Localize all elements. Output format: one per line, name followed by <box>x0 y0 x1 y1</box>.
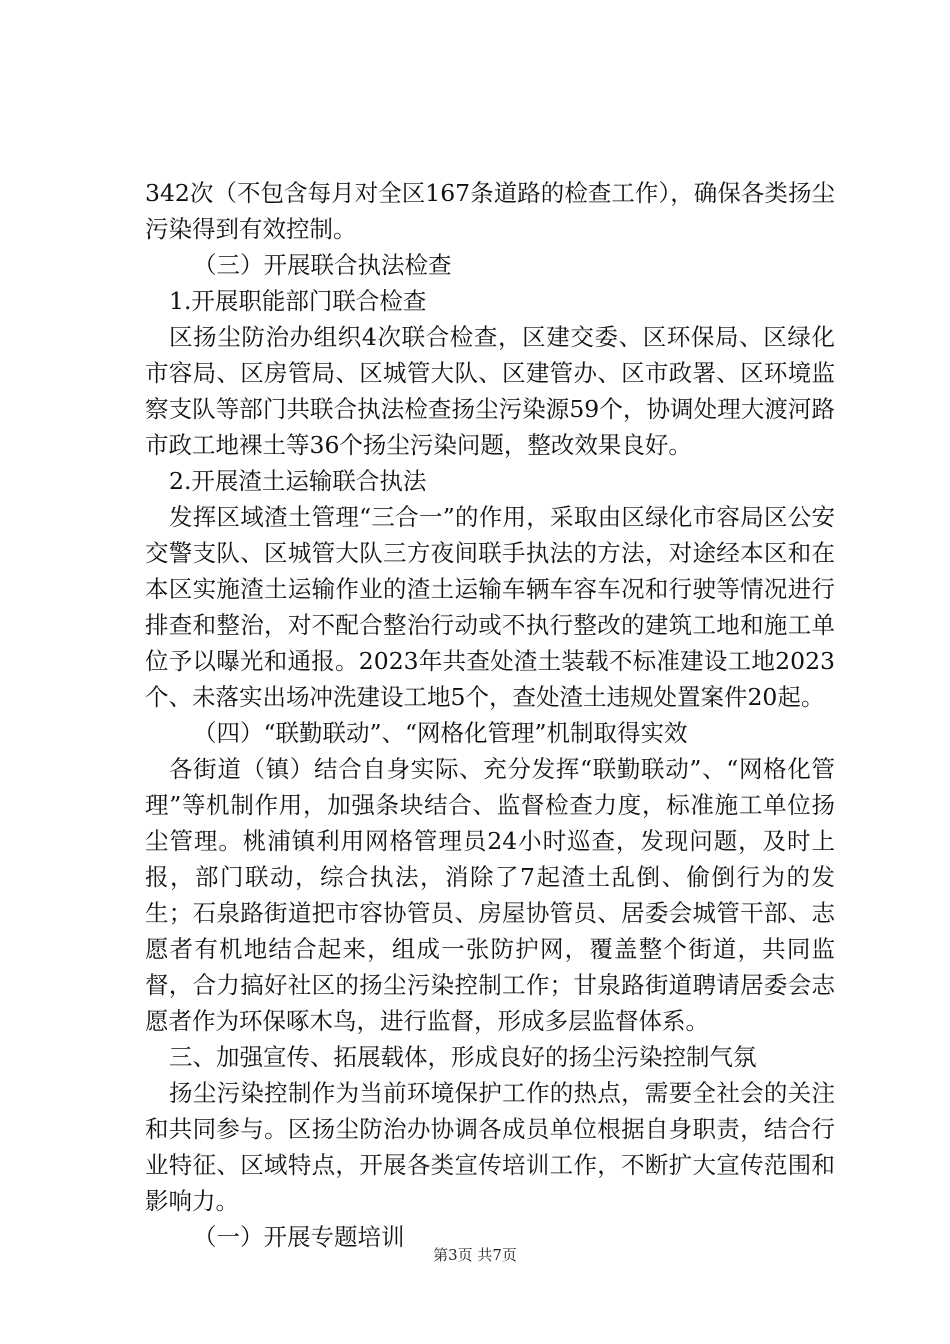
heading-section-4: （四）“联勤联动”、“网格化管理”机制取得实效 <box>193 719 688 747</box>
heading-training: （一）开展专题培训 <box>193 1223 405 1251</box>
subheading-2: 2.开展渣土运输联合执法 <box>169 467 427 495</box>
paragraph-joint-inspection: 区扬尘防治办组织4次联合检查，区建交委、区环保局、区绿化市容局、区房管局、区城管大队、区建管办、区市政署、区环境监察支队等部门共联合执法检查扬尘污染源59个，协调处理大渡河路市政工地裸土等36个扬尘污染问题，整改效果良好。 <box>145 323 835 459</box>
page-footer: 第3页 共7页 <box>433 1246 517 1264</box>
paragraph-grid-management: 各街道（镇）结合自身实际、充分发挥“联勤联动”、“网格化管理”等机制作用，加强条块结合、监督检查力度，标准施工单位扬尘管理。桃浦镇利用网格管理员24小时巡查，发现问题，及时上报，部门联动，综合执法，消除了7起渣土乱倒、偷倒行为的发生；石泉路街道把市容协管员、房屋协管员、居委会城管干部、志愿者有机地结合起来，组成一张防护网，覆盖整个街道，共同监督，合力搞好社区的扬尘污染控制工作；甘泉路街道聘请居委会志愿者作为环保啄木鸟，进行监督，形成多层监督体系。 <box>145 755 835 1035</box>
subheading-1: 1.开展职能部门联合检查 <box>169 287 427 315</box>
heading-part-3: 三、加强宣传、拓展载体，形成良好的扬尘污染控制气氛 <box>169 1043 757 1071</box>
document-body <box>145 175 835 1255</box>
paragraph-publicity: 扬尘污染控制作为当前环境保护工作的热点，需要全社会的关注和共同参与。区扬尘防治办协调各成员单位根据自身职责，结合行业特征、区域特点，开展各类宣传培训工作，不断扩大宣传范围和影响力。 <box>145 1079 835 1215</box>
paragraph-continuation: 342次（不包含每月对全区167条道路的检查工作），确保各类扬尘污染得到有效控制。 <box>145 179 835 243</box>
paragraph-muck-transport: 发挥区域渣土管理“三合一”的作用，采取由区绿化市容局区公安交警支队、区城管大队三方夜间联手执法的方法，对途经本区和在本区实施渣土运输作业的渣土运输车辆车容车况和行驶等情况进行排查和整治，对不配合整治行动或不执行整改的建筑工地和施工单位予以曝光和通报。2023年共查处渣土装载不标准建设工地2023个、未落实出场冲洗建设工地5个，查处渣土违规处置案件20起。 <box>145 503 835 711</box>
heading-section-3: （三）开展联合执法检查 <box>193 251 452 279</box>
